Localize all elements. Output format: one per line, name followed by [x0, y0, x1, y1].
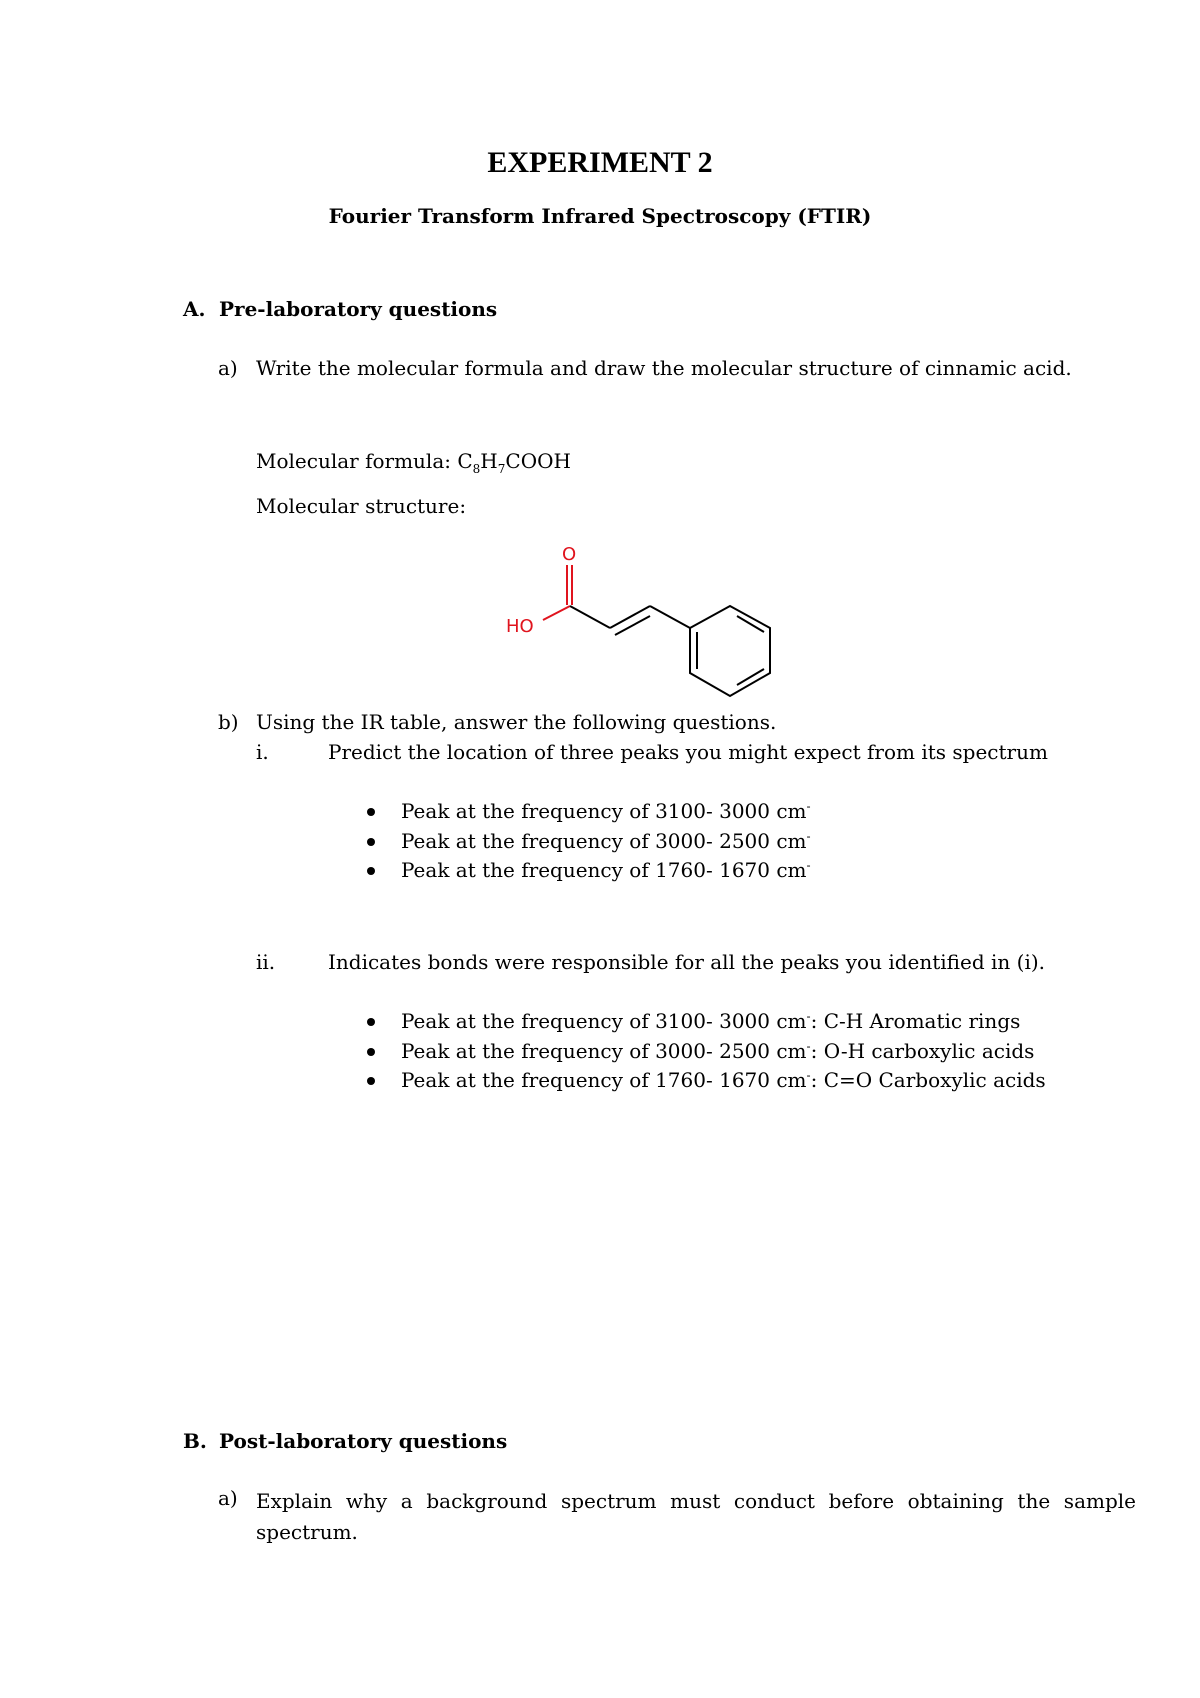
- subquestion-ii-label: ii.: [256, 950, 276, 974]
- bullet-icon: [367, 1077, 375, 1085]
- page-subtitle: Fourier Transform Infrared Spectroscopy (FTIR): [328, 204, 872, 228]
- bullet-icon: [367, 808, 375, 816]
- oxygen-atom-label: O: [562, 544, 577, 565]
- structure-bonds: [543, 565, 770, 696]
- question-b-text: Using the IR table, answer the following questions.: [256, 710, 777, 734]
- cinnamic-acid-structure: [490, 540, 810, 710]
- section-a-label: A.: [183, 297, 206, 321]
- bullet-icon: [367, 867, 375, 875]
- section-a-heading: Pre-laboratory questions: [219, 297, 498, 321]
- post-question-a-label: a): [218, 1486, 238, 1510]
- subquestion-i-text: Predict the location of three peaks you might expect from its spectrum: [328, 740, 1048, 764]
- question-a-text: Write the molecular formula and draw the molecular structure of cinnamic acid.: [256, 356, 1072, 380]
- molecular-structure-label: Molecular structure:: [256, 494, 467, 518]
- subquestion-ii-text: Indicates bonds were responsible for all the peaks you identified in (i).: [328, 950, 1046, 974]
- question-a-label: a): [218, 356, 238, 380]
- section-b-label: B.: [183, 1429, 207, 1453]
- bullet-icon: [367, 838, 375, 846]
- post-question-a-text: Explain why a background spectrum must conduct before obtaining the sample spectrum.: [256, 1489, 1136, 1544]
- bullet-icon: [367, 1018, 375, 1026]
- hydroxyl-atom-label: HO: [506, 616, 534, 637]
- question-b-label: b): [218, 710, 239, 734]
- molecular-formula: Molecular formula: $C_8H_7COOH$: [256, 449, 571, 476]
- bullet-icon: [367, 1048, 375, 1056]
- page-title: EXPERIMENT 2: [487, 146, 713, 179]
- section-b-heading: Post-laboratory questions: [219, 1429, 508, 1453]
- subquestion-i-label: i.: [256, 740, 269, 764]
